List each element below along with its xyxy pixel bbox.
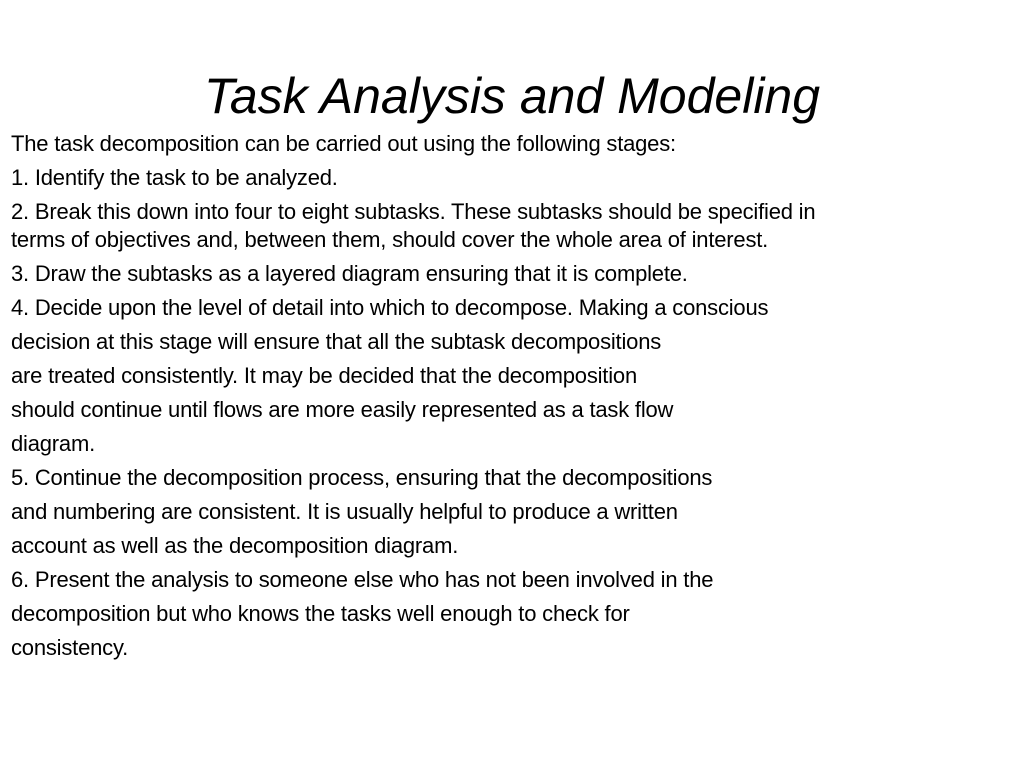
step-2-line-1: 2. Break this down into four to eight subtasks. These subtasks should be specified in xyxy=(11,199,816,224)
step-4-line-1: 4. Decide upon the level of detail into which to decompose. Making a conscious xyxy=(11,295,769,320)
step-4-line-4: should continue until flows are more easily represented as a task flow xyxy=(11,397,674,422)
step-5-line-3: account as well as the decomposition diagram. xyxy=(11,533,459,558)
step-1-line: 1. Identify the task to be analyzed. xyxy=(11,165,338,190)
step-4-line-2: decision at this stage will ensure that all the subtask decompositions xyxy=(11,329,662,354)
step-6-line-3: consistency. xyxy=(11,635,129,660)
step-6-line-1: 6. Present the analysis to someone else who has not been involved in the xyxy=(11,567,714,592)
slide-title: Task Analysis and Modeling xyxy=(203,68,821,124)
step-4-line-5: diagram. xyxy=(11,431,95,456)
step-2-line-2: terms of objectives and, between them, should cover the whole area of interest. xyxy=(11,227,769,252)
step-4-line-3: are treated consistently. It may be decided that the decomposition xyxy=(11,363,637,388)
step-3-line: 3. Draw the subtasks as a layered diagram ensuring that it is complete. xyxy=(11,261,688,286)
intro-line: The task decomposition can be carried out using the following stages: xyxy=(11,131,676,156)
step-5-line-2: and numbering are consistent. It is usually helpful to produce a written xyxy=(11,499,678,524)
step-6-line-2: decomposition but who knows the tasks well enough to check for xyxy=(11,601,630,626)
step-5-line-1: 5. Continue the decomposition process, ensuring that the decompositions xyxy=(11,465,713,490)
